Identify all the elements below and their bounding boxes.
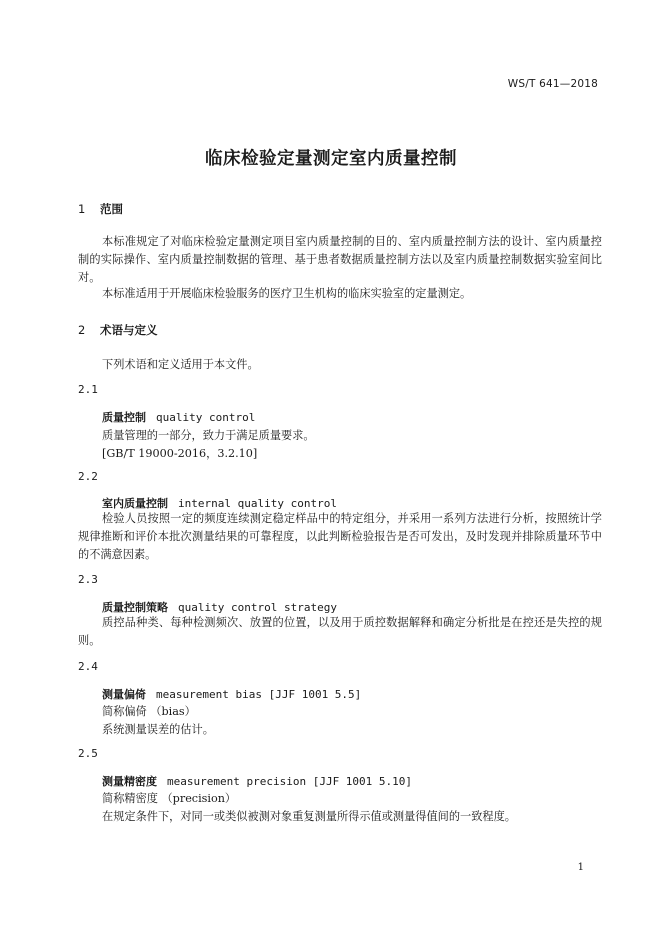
term-zh: 室内质量控制 — [102, 497, 168, 510]
term-line — [102, 599, 337, 615]
scope-paragraph-1: 本标准规定了对临床检验定量测定项目室内质量控制的目的、室内质量控制方法的设计、室内质量控制的实际操作、室内质量控制数据的管理、基于患者数据质量控制方法以及室内质量控制数据实验室间比对。 — [78, 235, 602, 284]
document-title: 临床检验定量测定室内质量控制 — [205, 149, 457, 169]
term-en: quality control strategy — [178, 601, 337, 614]
term-definition: 系统测量误差的估计。 — [102, 723, 214, 736]
term-zh: 测量偏倚 — [102, 688, 146, 701]
section-heading-scope — [78, 201, 123, 217]
term-line — [102, 409, 255, 425]
term-definition: 质量管理的一部分，致力于满足质量要求。 — [102, 429, 315, 442]
term-definition: 检验人员按照一定的频度连续测定稳定样品中的特定组分，并采用一系列方法进行分析，按照统计学规律推断和评价本批次测量结果的可靠程度，以此判断检验报告是否可发出，及时发现并排除质量环节中的不满意因素。 — [78, 512, 602, 561]
entry-number: 2.3 — [78, 573, 98, 586]
standard-code: WS/T 641—2018 — [507, 78, 598, 90]
entry-number: 2.5 — [78, 747, 98, 760]
entry-number: 2.2 — [78, 470, 98, 483]
term-source: [GB/T 19000-2016，3.2.10] — [102, 447, 258, 460]
section-title: 范围 — [100, 202, 124, 216]
term-line — [102, 686, 361, 702]
term-en: quality control — [156, 411, 256, 424]
section-title: 术语与定义 — [100, 323, 158, 337]
terms-intro: 下列术语和定义适用于本文件。 — [102, 358, 259, 371]
term-zh: 质量控制策略 — [102, 601, 168, 614]
term-abbreviation: 简称偏倚 （bias） — [102, 705, 196, 718]
term-definition: 质控品种类、每种检测频次、放置的位置，以及用于质控数据解释和确定分析批是在控还是失控的规则。 — [78, 616, 602, 647]
term-line — [102, 773, 412, 789]
term-en: measurement bias [JJF 1001 5.5] — [156, 688, 362, 701]
entry-number: 2.4 — [78, 660, 98, 673]
term-en: measurement precision [JJF 1001 5.10] — [167, 775, 413, 788]
section-number: 2 — [78, 323, 86, 337]
section-heading-terms — [78, 322, 158, 338]
term-en: internal quality control — [178, 497, 337, 510]
page-number: 1 — [577, 862, 584, 873]
term-zh: 质量控制 — [102, 411, 146, 424]
term-line — [102, 495, 337, 511]
term-abbreviation: 简称精密度 （precision） — [102, 792, 237, 805]
term-zh: 测量精密度 — [102, 775, 157, 788]
section-number: 1 — [78, 202, 86, 216]
scope-paragraph-2: 本标准适用于开展临床检验服务的医疗卫生机构的临床实验室的定量测定。 — [102, 287, 472, 300]
entry-number: 2.1 — [78, 383, 98, 396]
term-definition: 在规定条件下，对同一或类似被测对象重复测量所得示值或测量得值间的一致程度。 — [102, 810, 516, 823]
